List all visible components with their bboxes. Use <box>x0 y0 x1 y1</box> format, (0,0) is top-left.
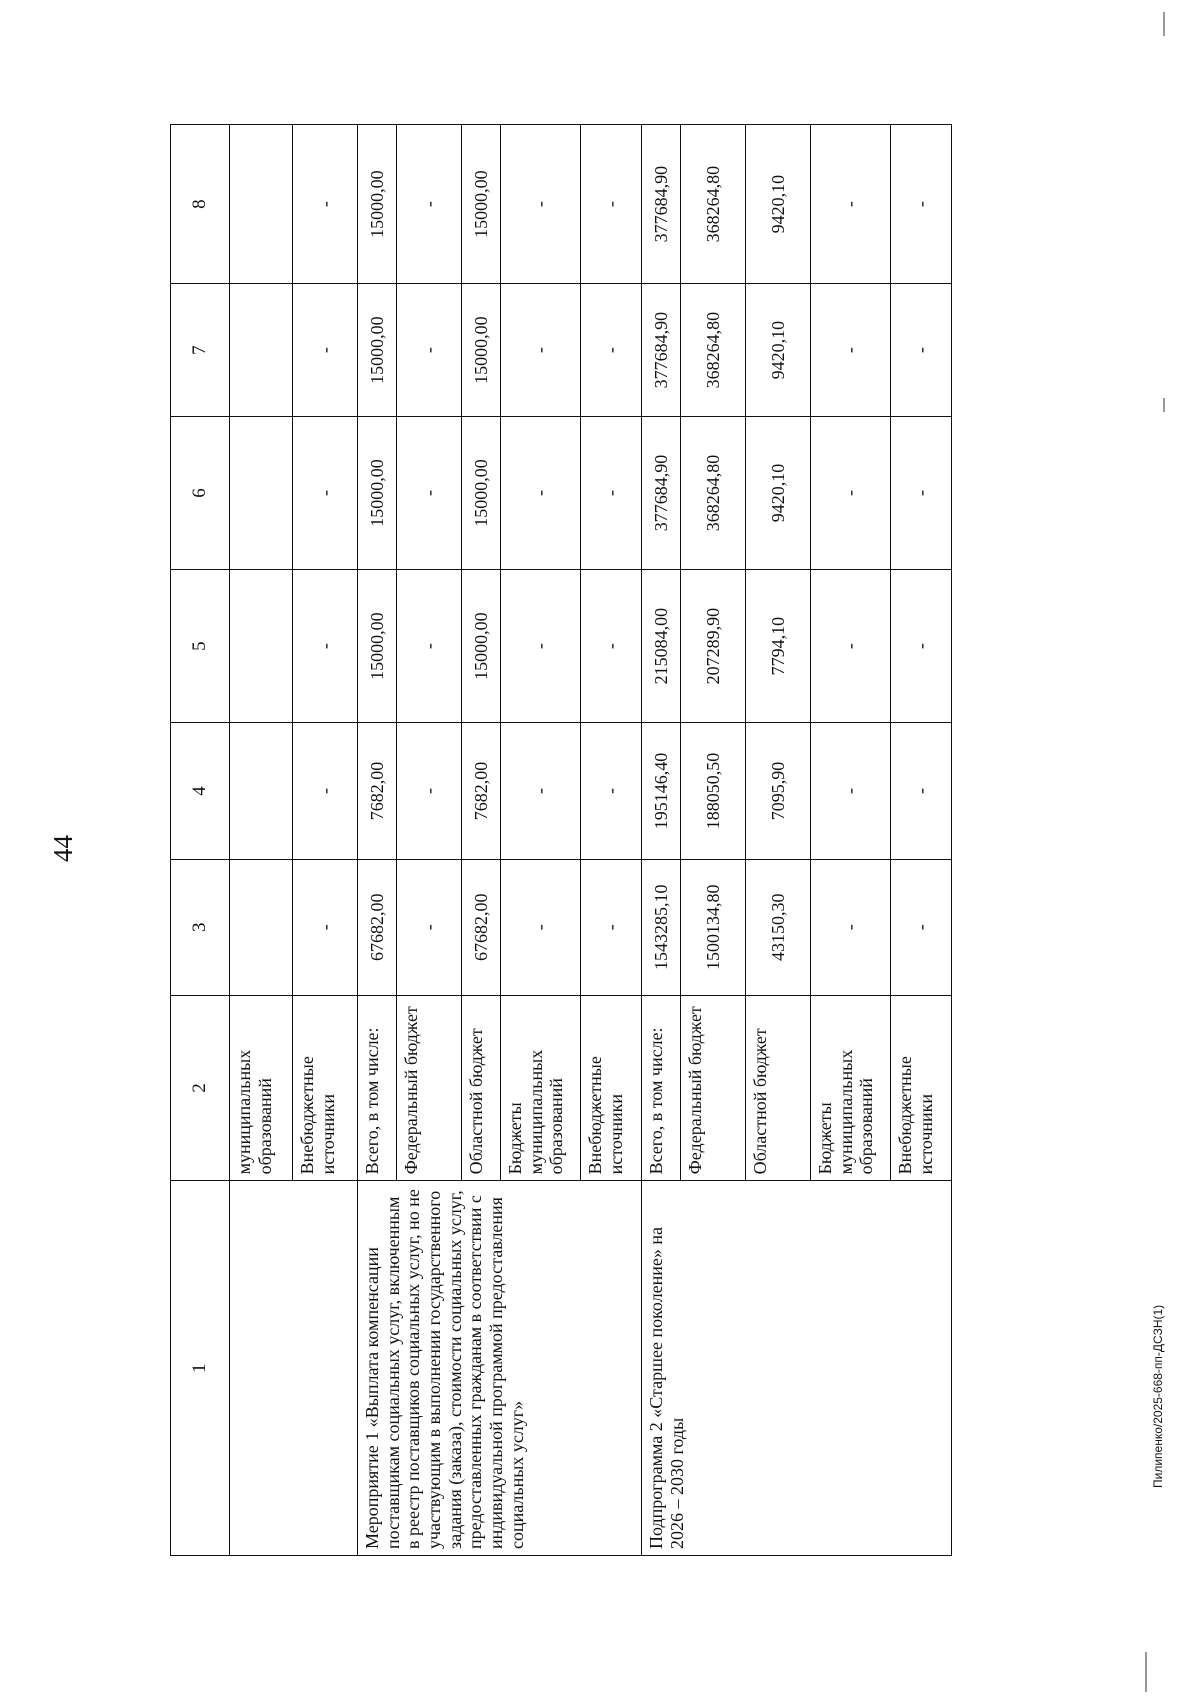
table-row <box>230 125 293 1556</box>
value-cell <box>230 125 293 284</box>
funding-source: Всего, в том числе: <box>358 995 397 1181</box>
value-cell: - <box>581 125 642 284</box>
activity-cell-empty <box>230 1181 358 1556</box>
value-cell: 7794,10 <box>746 570 811 723</box>
value-cell <box>230 416 293 569</box>
value-cell: - <box>293 859 358 995</box>
value-cell: 43150,30 <box>746 859 811 995</box>
funding-source: муниципальных образований <box>230 995 293 1181</box>
value-cell: 15000,00 <box>462 570 501 723</box>
scan-mark-top <box>1163 12 1165 36</box>
value-cell: - <box>397 125 462 284</box>
value-cell: - <box>811 723 891 860</box>
funding-source: Внебюджетные источники <box>891 995 952 1181</box>
value-cell: - <box>891 723 952 860</box>
value-cell: - <box>397 416 462 569</box>
value-cell: - <box>501 570 581 723</box>
funding-source: Внебюджетные источники <box>293 995 358 1181</box>
document-footer-code: Пилипенко/2025-668-пп-ДСЗН(1) <box>1151 1304 1165 1488</box>
value-cell: - <box>501 125 581 284</box>
value-cell: - <box>891 859 952 995</box>
value-cell: - <box>581 416 642 569</box>
value-cell: 15000,00 <box>358 416 397 569</box>
value-cell: 67682,00 <box>358 859 397 995</box>
column-header: 7 <box>171 284 230 417</box>
value-cell: - <box>581 570 642 723</box>
value-cell: 9420,10 <box>746 125 811 284</box>
value-cell: - <box>397 570 462 723</box>
value-cell: 368264,80 <box>681 284 746 417</box>
funding-source: Всего, в том числе: <box>642 995 681 1181</box>
page-number: 44 <box>48 835 78 862</box>
value-cell: - <box>501 723 581 860</box>
activity-cell: Мероприятие 1 «Выплата компенсации поставщикам социальных услуг, включенным в реестр поставщиков социальных услуг, но не участвующим в выполнении государственного задания (заказа), стоимости социальных услуг, предоставленных гражданам в соответствии с индивидуальной программой предоставления социальных услуг» <box>358 1181 642 1556</box>
value-cell: 9420,10 <box>746 416 811 569</box>
value-cell: - <box>397 723 462 860</box>
value-cell: - <box>891 125 952 284</box>
value-cell: - <box>293 284 358 417</box>
value-cell: 1500134,80 <box>681 859 746 995</box>
value-cell: - <box>397 859 462 995</box>
value-cell: 377684,90 <box>642 284 681 417</box>
value-cell: 188050,50 <box>681 723 746 860</box>
value-cell: - <box>293 125 358 284</box>
value-cell: 9420,10 <box>746 284 811 417</box>
value-cell <box>230 859 293 995</box>
funding-source: Областной бюджет <box>462 995 501 1181</box>
funding-source: Федеральный бюджет <box>681 995 746 1181</box>
value-cell: - <box>891 284 952 417</box>
header-row <box>171 125 230 1556</box>
value-cell: 7682,00 <box>358 723 397 860</box>
column-header: 2 <box>171 995 230 1181</box>
value-cell: - <box>501 859 581 995</box>
value-cell: - <box>811 570 891 723</box>
value-cell: - <box>811 416 891 569</box>
value-cell: 15000,00 <box>358 284 397 417</box>
value-cell: - <box>891 416 952 569</box>
table-row <box>358 125 397 1556</box>
value-cell: 377684,90 <box>642 416 681 569</box>
rotated-content <box>170 124 1170 1556</box>
column-header: 4 <box>171 723 230 860</box>
value-cell: - <box>891 570 952 723</box>
value-cell: 15000,00 <box>462 416 501 569</box>
value-cell: - <box>397 284 462 417</box>
value-cell: 15000,00 <box>358 125 397 284</box>
value-cell: - <box>293 570 358 723</box>
value-cell: 377684,90 <box>642 125 681 284</box>
funding-source: Федеральный бюджет <box>397 995 462 1181</box>
subprogram-cell: Подпрограмма 2 «Старшее поколение» на 2026 – 2030 годы <box>642 1181 952 1556</box>
funding-source: Бюджеты муниципальных образований <box>501 995 581 1181</box>
value-cell: - <box>581 284 642 417</box>
value-cell: 195146,40 <box>642 723 681 860</box>
value-cell: - <box>581 859 642 995</box>
funding-source: Областной бюджет <box>746 995 811 1181</box>
value-cell: 207289,90 <box>681 570 746 723</box>
value-cell: - <box>581 723 642 860</box>
funding-source: Бюджеты муниципальных образований <box>811 995 891 1181</box>
value-cell: - <box>501 416 581 569</box>
value-cell: 15000,00 <box>358 570 397 723</box>
value-cell: 215084,00 <box>642 570 681 723</box>
value-cell: 1543285,10 <box>642 859 681 995</box>
value-cell: 368264,80 <box>681 125 746 284</box>
value-cell: - <box>811 284 891 417</box>
value-cell: 368264,80 <box>681 416 746 569</box>
value-cell <box>230 570 293 723</box>
value-cell: - <box>501 284 581 417</box>
column-header: 1 <box>171 1181 230 1556</box>
financing-table <box>170 124 952 1556</box>
value-cell: 7682,00 <box>462 723 501 860</box>
value-cell: 7095,90 <box>746 723 811 860</box>
value-cell: 15000,00 <box>462 125 501 284</box>
value-cell: - <box>293 723 358 860</box>
value-cell <box>230 723 293 860</box>
table-row <box>642 125 681 1556</box>
value-cell: 15000,00 <box>462 284 501 417</box>
funding-source: Внебюджетные источники <box>581 995 642 1181</box>
value-cell: - <box>811 859 891 995</box>
scan-mark-bottom <box>1145 1652 1147 1692</box>
value-cell: 67682,00 <box>462 859 501 995</box>
column-header: 6 <box>171 416 230 569</box>
column-header: 3 <box>171 859 230 995</box>
column-header: 5 <box>171 570 230 723</box>
value-cell: - <box>293 416 358 569</box>
value-cell: - <box>811 125 891 284</box>
column-header: 8 <box>171 125 230 284</box>
value-cell <box>230 284 293 417</box>
